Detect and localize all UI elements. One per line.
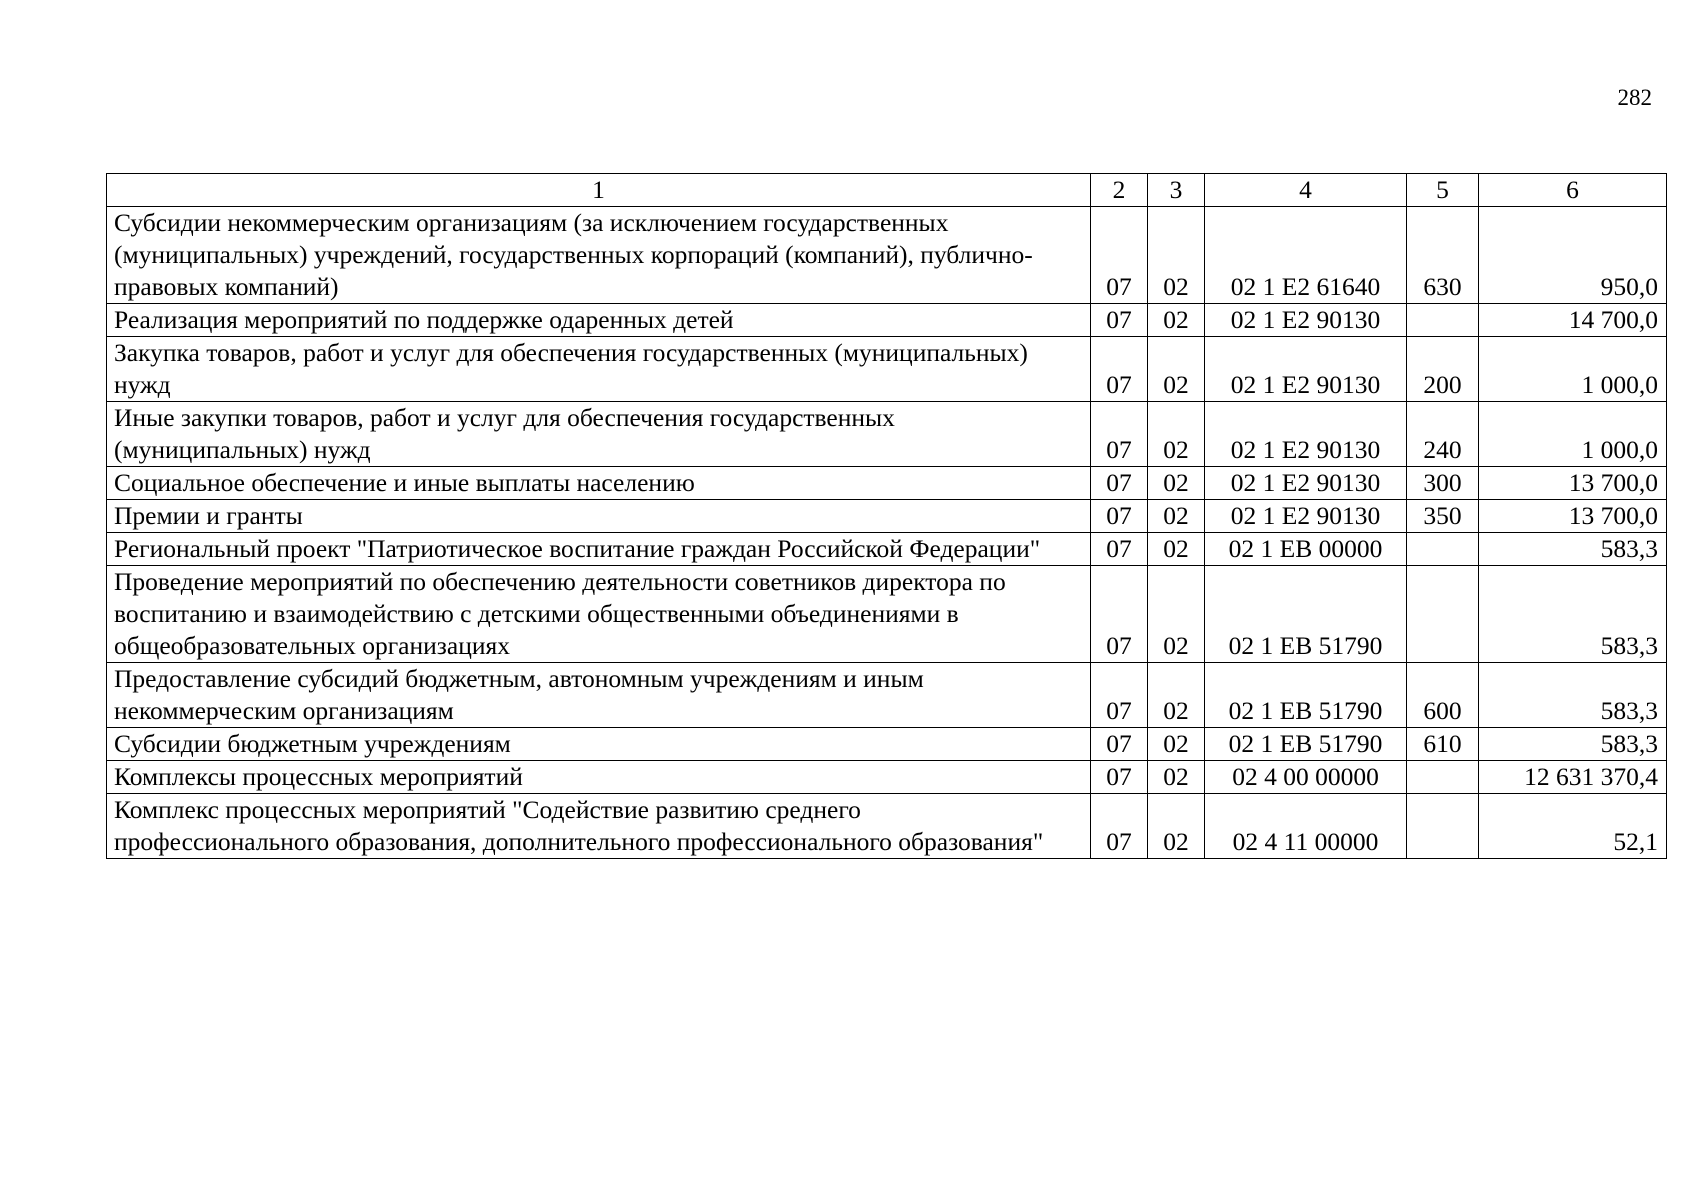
row-target-article-cell: 02 1 E2 61640 [1205,207,1407,304]
row-amount-cell: 52,1 [1479,794,1667,859]
table-header [107,174,1667,207]
header-col-4: 4 [1205,174,1407,207]
row-target-article-cell: 02 1 EB 00000 [1205,533,1407,566]
header-col-1: 1 [107,174,1091,207]
table-row [107,728,1667,761]
row-target-article-cell: 02 1 E2 90130 [1205,402,1407,467]
row-name-cell: Социальное обеспечение и иные выплаты населению [107,467,1091,500]
row-subsection-cell: 02 [1148,500,1205,533]
row-name-cell: Реализация мероприятий по поддержке одаренных детей [107,304,1091,337]
row-amount-cell: 583,3 [1479,728,1667,761]
row-subsection-cell: 02 [1148,566,1205,663]
table-row [107,533,1667,566]
table-body [107,207,1667,859]
row-name-cell: Иные закупки товаров, работ и услуг для обеспечения государственных (муниципальных) нужд [107,402,1091,467]
row-name-cell: Субсидии некоммерческим организациям (за исключением государственных (муниципальных) учреждений, государственных корпораций (компаний), публично-правовых компаний) [107,207,1091,304]
row-name-cell: Проведение мероприятий по обеспечению деятельности советников директора по воспитанию и взаимодействию с детскими общественными объединениями в общеобразовательных организациях [107,566,1091,663]
row-name-cell: Региональный проект "Патриотическое воспитание граждан Российской Федерации" [107,533,1091,566]
row-amount-cell: 583,3 [1479,566,1667,663]
row-name-cell: Комплексы процессных мероприятий [107,761,1091,794]
row-subsection-cell: 02 [1148,794,1205,859]
row-amount-cell: 1 000,0 [1479,402,1667,467]
row-expense-type-cell [1407,566,1479,663]
row-target-article-cell: 02 1 EB 51790 [1205,663,1407,728]
row-subsection-cell: 02 [1148,467,1205,500]
row-subsection-cell: 02 [1148,533,1205,566]
row-section-cell: 07 [1091,728,1148,761]
row-expense-type-cell: 240 [1407,402,1479,467]
table-row [107,500,1667,533]
row-amount-cell: 12 631 370,4 [1479,761,1667,794]
header-col-2: 2 [1091,174,1148,207]
table-row [107,337,1667,402]
header-col-3: 3 [1148,174,1205,207]
row-section-cell: 07 [1091,794,1148,859]
row-section-cell: 07 [1091,500,1148,533]
row-expense-type-cell [1407,761,1479,794]
row-subsection-cell: 02 [1148,337,1205,402]
row-amount-cell: 583,3 [1479,663,1667,728]
row-section-cell: 07 [1091,337,1148,402]
row-expense-type-cell: 200 [1407,337,1479,402]
header-col-6: 6 [1479,174,1667,207]
row-section-cell: 07 [1091,304,1148,337]
row-name-cell: Премии и гранты [107,500,1091,533]
table-row [107,402,1667,467]
row-amount-cell: 950,0 [1479,207,1667,304]
row-section-cell: 07 [1091,761,1148,794]
budget-table [106,173,1667,859]
row-expense-type-cell [1407,304,1479,337]
row-expense-type-cell: 600 [1407,663,1479,728]
row-subsection-cell: 02 [1148,207,1205,304]
row-amount-cell: 13 700,0 [1479,467,1667,500]
row-expense-type-cell: 610 [1407,728,1479,761]
table-row [107,761,1667,794]
row-subsection-cell: 02 [1148,402,1205,467]
row-name-cell: Субсидии бюджетным учреждениям [107,728,1091,761]
row-section-cell: 07 [1091,566,1148,663]
row-amount-cell: 13 700,0 [1479,500,1667,533]
row-target-article-cell: 02 4 00 00000 [1205,761,1407,794]
row-expense-type-cell: 300 [1407,467,1479,500]
row-subsection-cell: 02 [1148,304,1205,337]
row-subsection-cell: 02 [1148,761,1205,794]
row-section-cell: 07 [1091,207,1148,304]
table-row [107,467,1667,500]
table-row [107,207,1667,304]
table-row [107,794,1667,859]
row-target-article-cell: 02 1 E2 90130 [1205,467,1407,500]
row-name-cell: Предоставление субсидий бюджетным, автономным учреждениям и иным некоммерческим организациям [107,663,1091,728]
row-amount-cell: 14 700,0 [1479,304,1667,337]
table-row [107,304,1667,337]
row-expense-type-cell: 630 [1407,207,1479,304]
row-expense-type-cell [1407,794,1479,859]
row-section-cell: 07 [1091,467,1148,500]
row-target-article-cell: 02 1 EB 51790 [1205,728,1407,761]
row-amount-cell: 583,3 [1479,533,1667,566]
table-row [107,566,1667,663]
row-subsection-cell: 02 [1148,663,1205,728]
row-section-cell: 07 [1091,663,1148,728]
row-name-cell: Комплекс процессных мероприятий "Содействие развитию среднего профессионального образования, дополнительного профессионального образования" [107,794,1091,859]
row-target-article-cell: 02 4 11 00000 [1205,794,1407,859]
table-row [107,663,1667,728]
row-expense-type-cell [1407,533,1479,566]
header-col-5: 5 [1407,174,1479,207]
header-row [107,174,1667,207]
row-target-article-cell: 02 1 E2 90130 [1205,337,1407,402]
row-amount-cell: 1 000,0 [1479,337,1667,402]
row-section-cell: 07 [1091,402,1148,467]
page-number: 282 [1617,85,1652,110]
row-target-article-cell: 02 1 EB 51790 [1205,566,1407,663]
row-subsection-cell: 02 [1148,728,1205,761]
row-name-cell: Закупка товаров, работ и услуг для обеспечения государственных (муниципальных) нужд [107,337,1091,402]
row-section-cell: 07 [1091,533,1148,566]
row-target-article-cell: 02 1 E2 90130 [1205,500,1407,533]
row-expense-type-cell: 350 [1407,500,1479,533]
row-target-article-cell: 02 1 E2 90130 [1205,304,1407,337]
